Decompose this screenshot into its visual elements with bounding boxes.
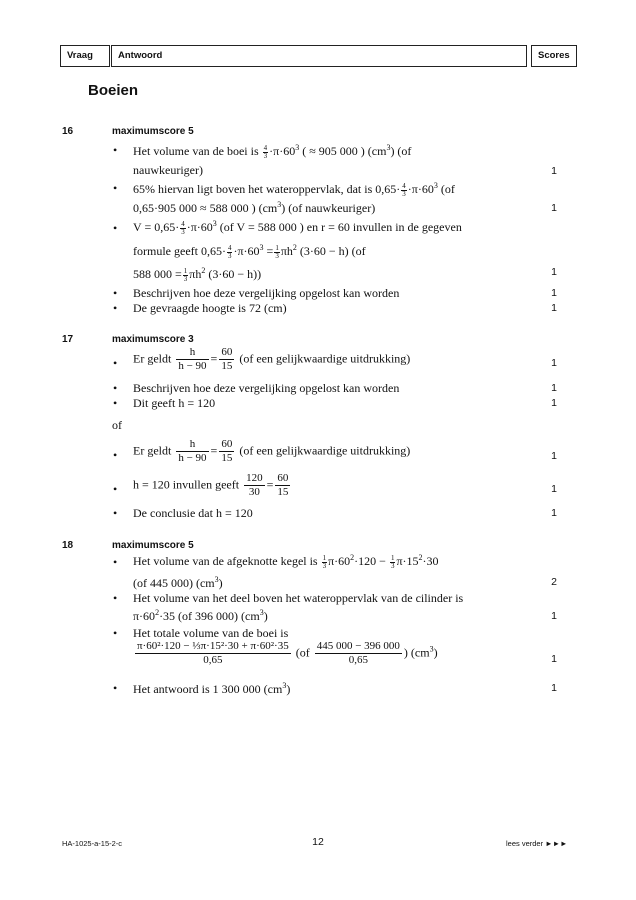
text: ) <box>433 645 438 660</box>
fraction: $\frac{60}{15}$ <box>277 472 289 498</box>
text: V = 0,65· <box>133 220 180 234</box>
q16-line-5: De gevraagde hoogte is 72 (cm) <box>133 301 287 315</box>
fraction: $\frac{4}{3}$ <box>402 181 406 198</box>
q16-line-2b: 0,65·905 000 ≈ 588 000 ) $(cm^3)$ (of nauwkeuriger) <box>133 200 376 215</box>
or-separator: of <box>112 418 122 432</box>
text: (3·60 − h) (of <box>299 244 366 258</box>
text: ( ≈ 905 000 ) (cm <box>302 144 387 158</box>
text: h = 120 invullen geeft <box>133 477 240 492</box>
q16-line-1: Het volume van de boei is $\frac{4}{3}$ $\cdot\pi\cdot 60^3$ ( ≈ 905 000 ) $(cm^3)$ (of <box>133 143 412 160</box>
score: 1 <box>551 610 557 622</box>
q16-max-score: maximumscore 5 <box>112 126 194 137</box>
q17-line-4: Er geldt $\frac{h}{h - 90}$ = $\frac{60}{15}$ (of een gelijkwaardige uitdrukking) <box>133 438 411 464</box>
score: 1 <box>551 202 557 214</box>
footer-continue: lees verder ►►► <box>506 839 568 848</box>
text: ·30 <box>422 554 439 568</box>
score: 1 <box>551 397 557 409</box>
text: Het antwoord is 1 300 000 (cm <box>133 682 283 696</box>
fraction: $\frac{60}{15}$ <box>221 346 233 372</box>
fraction: $\frac{\text{π·60²·120 − ⅓π·15²·30 + π·60²·35}}{0,65}$ <box>137 640 289 666</box>
bullet: • <box>113 555 118 569</box>
score: 1 <box>551 302 557 314</box>
text: Er geldt <box>133 443 172 458</box>
score: 1 <box>551 507 557 519</box>
q16-line-3b: formule geeft 0,65· $\frac{4}{3}$ $\cdot\pi\cdot 60^3$ = $\frac{1}{3}$ $\pi h^2$ (3·60 − h) (of <box>133 243 366 260</box>
q16-line-1b: nauwkeuriger) <box>133 163 203 177</box>
q17-line-3: Dit geeft h = 120 <box>133 396 216 410</box>
bullet: • <box>113 181 118 195</box>
q16-line-2: 65% hiervan ligt boven het wateroppervlak, dat is 0,65· $\frac{4}{3}$ $\cdot\pi\cdot 60^3$ (of <box>133 181 455 198</box>
q16-line-3c: 588 000 = $\frac{1}{3}$ $\pi h^2$ (3·60 − h)) <box>133 266 262 283</box>
q16-line-3: V = 0,65· $\frac{4}{3}$ $\cdot\pi\cdot 60^3$ (of V = 588 000 ) en r = 60 invullen in de gegeven <box>133 219 462 236</box>
text: (of <box>440 182 455 196</box>
score: 1 <box>551 357 557 369</box>
fraction: $\frac{h}{h - 90}$ <box>178 346 207 372</box>
q18-line-1b: (of 445 000) $(cm^3)$ <box>133 575 223 590</box>
text: ) (of <box>390 144 412 158</box>
text: π·15 <box>396 554 419 568</box>
score: 1 <box>551 382 557 394</box>
text: (of een gelijkwaardige uitdrukking) <box>239 443 411 458</box>
score: 1 <box>551 165 557 177</box>
q17-line-2: Beschrijven hoe deze vergelijking opgelost kan worden <box>133 381 400 395</box>
fraction: $\frac{4}{3}$ <box>227 243 232 260</box>
footer-exam-code: HA-1025-a-15-2-c <box>62 839 123 848</box>
text: (of <box>295 645 310 660</box>
fraction: $\frac{1}{3}$ <box>322 553 327 570</box>
text: ·35 (of 396 000) (cm <box>159 609 260 623</box>
bullet: • <box>113 381 118 395</box>
text: ) <box>286 682 291 696</box>
text: π·60 <box>328 554 351 568</box>
text: (3·60 − h)) <box>208 267 262 281</box>
fraction: $\frac{1}{3}$ <box>390 553 395 570</box>
text: π·60 <box>133 609 156 623</box>
fraction: $\frac{445 000 - 396 000}{0,65}$ <box>316 640 400 666</box>
q18-line-4: Het antwoord is 1 300 000 $(cm^3)$ <box>133 681 291 696</box>
page-title: Boeien <box>88 82 139 99</box>
text: Het volume van de afgeknotte kegel is <box>133 554 318 568</box>
score: 1 <box>551 653 557 665</box>
fraction: $\frac{4}{3}$ <box>263 143 268 160</box>
score: 1 <box>551 266 557 278</box>
q17-line-1: Er geldt $\frac{h}{h - 90}$ = $\frac{60}{15}$ (of een gelijkwaardige uitdrukking) <box>133 346 411 372</box>
bullet: • <box>113 448 118 462</box>
score: 1 <box>551 483 557 495</box>
text: 0,65·905 000 ≈ 588 000 ) (cm <box>133 201 278 215</box>
fraction: $\frac{120}{30}$ <box>246 472 263 498</box>
text: ·π·60 <box>233 244 260 258</box>
question-number-17: 17 <box>62 334 74 345</box>
score: 1 <box>551 682 557 694</box>
bullet: • <box>113 286 118 300</box>
question-number-18: 18 <box>62 540 74 551</box>
score: 1 <box>551 450 557 462</box>
header-scores: Scores <box>531 45 577 67</box>
q16-line-4: Beschrijven hoe deze vergelijking opgelost kan worden <box>133 286 400 300</box>
fraction: $\frac{4}{3}$ <box>181 219 185 236</box>
text: (of 445 000) (cm <box>133 576 215 590</box>
score: 2 <box>551 576 557 588</box>
bullet: • <box>113 301 118 315</box>
text: (of een gelijkwaardige uitdrukking) <box>239 351 411 366</box>
bullet: • <box>113 626 118 640</box>
text: ) (of nauwkeuriger) <box>281 201 376 215</box>
text: ·120 − <box>354 554 386 568</box>
fraction: $\frac{1}{3}$ <box>183 266 188 283</box>
text: ) <box>263 609 268 623</box>
q18-line-3b: $\frac{\text{π·60²·120 − ⅓π·15²·30 + π·60²·35}}{0,65}$ (of $\frac{445 000 - 396 000}{0,65}$ ) $(cm^3)$ <box>137 640 438 666</box>
q18-line-3: Het totale volume van de boei is <box>133 626 289 640</box>
q18-max-score: maximumscore 5 <box>112 540 194 551</box>
fraction: $\frac{h}{h - 90}$ <box>178 438 207 464</box>
text: (of V = 588 000 ) en r = 60 invullen in de gegeven <box>219 220 462 234</box>
text: 65% hiervan ligt boven het wateroppervlak, dat is 0,65· <box>133 182 401 196</box>
header-vraag: Vraag <box>60 45 110 67</box>
q17-line-5: h = 120 invullen geeft $\frac{120}{30}$ = $\frac{60}{15}$ <box>133 472 289 498</box>
text: 588 000 = <box>133 267 182 281</box>
bullet: • <box>113 681 118 695</box>
text: Het volume van de boei is <box>133 144 259 158</box>
text: formule geeft 0,65· <box>133 244 226 258</box>
page-number: 12 <box>312 836 324 848</box>
text: = <box>266 244 274 258</box>
fraction: $\frac{60}{15}$ <box>221 438 233 464</box>
q17-line-6: De conclusie dat h = 120 <box>133 506 253 520</box>
text: πh <box>280 244 293 258</box>
bullet: • <box>113 143 118 157</box>
text: ) <box>218 576 223 590</box>
text: ·π·60 <box>186 220 213 234</box>
text: ·π·60 <box>269 144 296 158</box>
text: ·π·60 <box>407 182 434 196</box>
text: πh <box>189 267 202 281</box>
question-number-16: 16 <box>62 126 74 137</box>
q18-line-2b: $\pi\cdot 60^2\cdot 35$ (of 396 000) $(cm^3)$ <box>133 608 268 623</box>
bullet: • <box>113 506 118 520</box>
q17-max-score: maximumscore 3 <box>112 334 194 345</box>
header-antwoord: Antwoord <box>111 45 527 67</box>
bullet: • <box>113 591 118 605</box>
bullet: • <box>113 482 118 496</box>
score: 1 <box>551 287 557 299</box>
bullet: • <box>113 356 118 370</box>
fraction: $\frac{1}{3}$ <box>275 243 279 260</box>
q18-line-1: Het volume van de afgeknotte kegel is $\frac{1}{3}$ $\pi\cdot 60^2\cdot 120$ − $\frac{1}{3}$ $\pi\cdot 15^2\cdot 30$ <box>133 553 439 570</box>
text: ) (cm <box>403 645 430 660</box>
bullet: • <box>113 221 118 235</box>
q18-line-2: Het volume van het deel boven het wateroppervlak van de cilinder is <box>133 591 464 605</box>
bullet: • <box>113 396 118 410</box>
text: Er geldt <box>133 351 172 366</box>
